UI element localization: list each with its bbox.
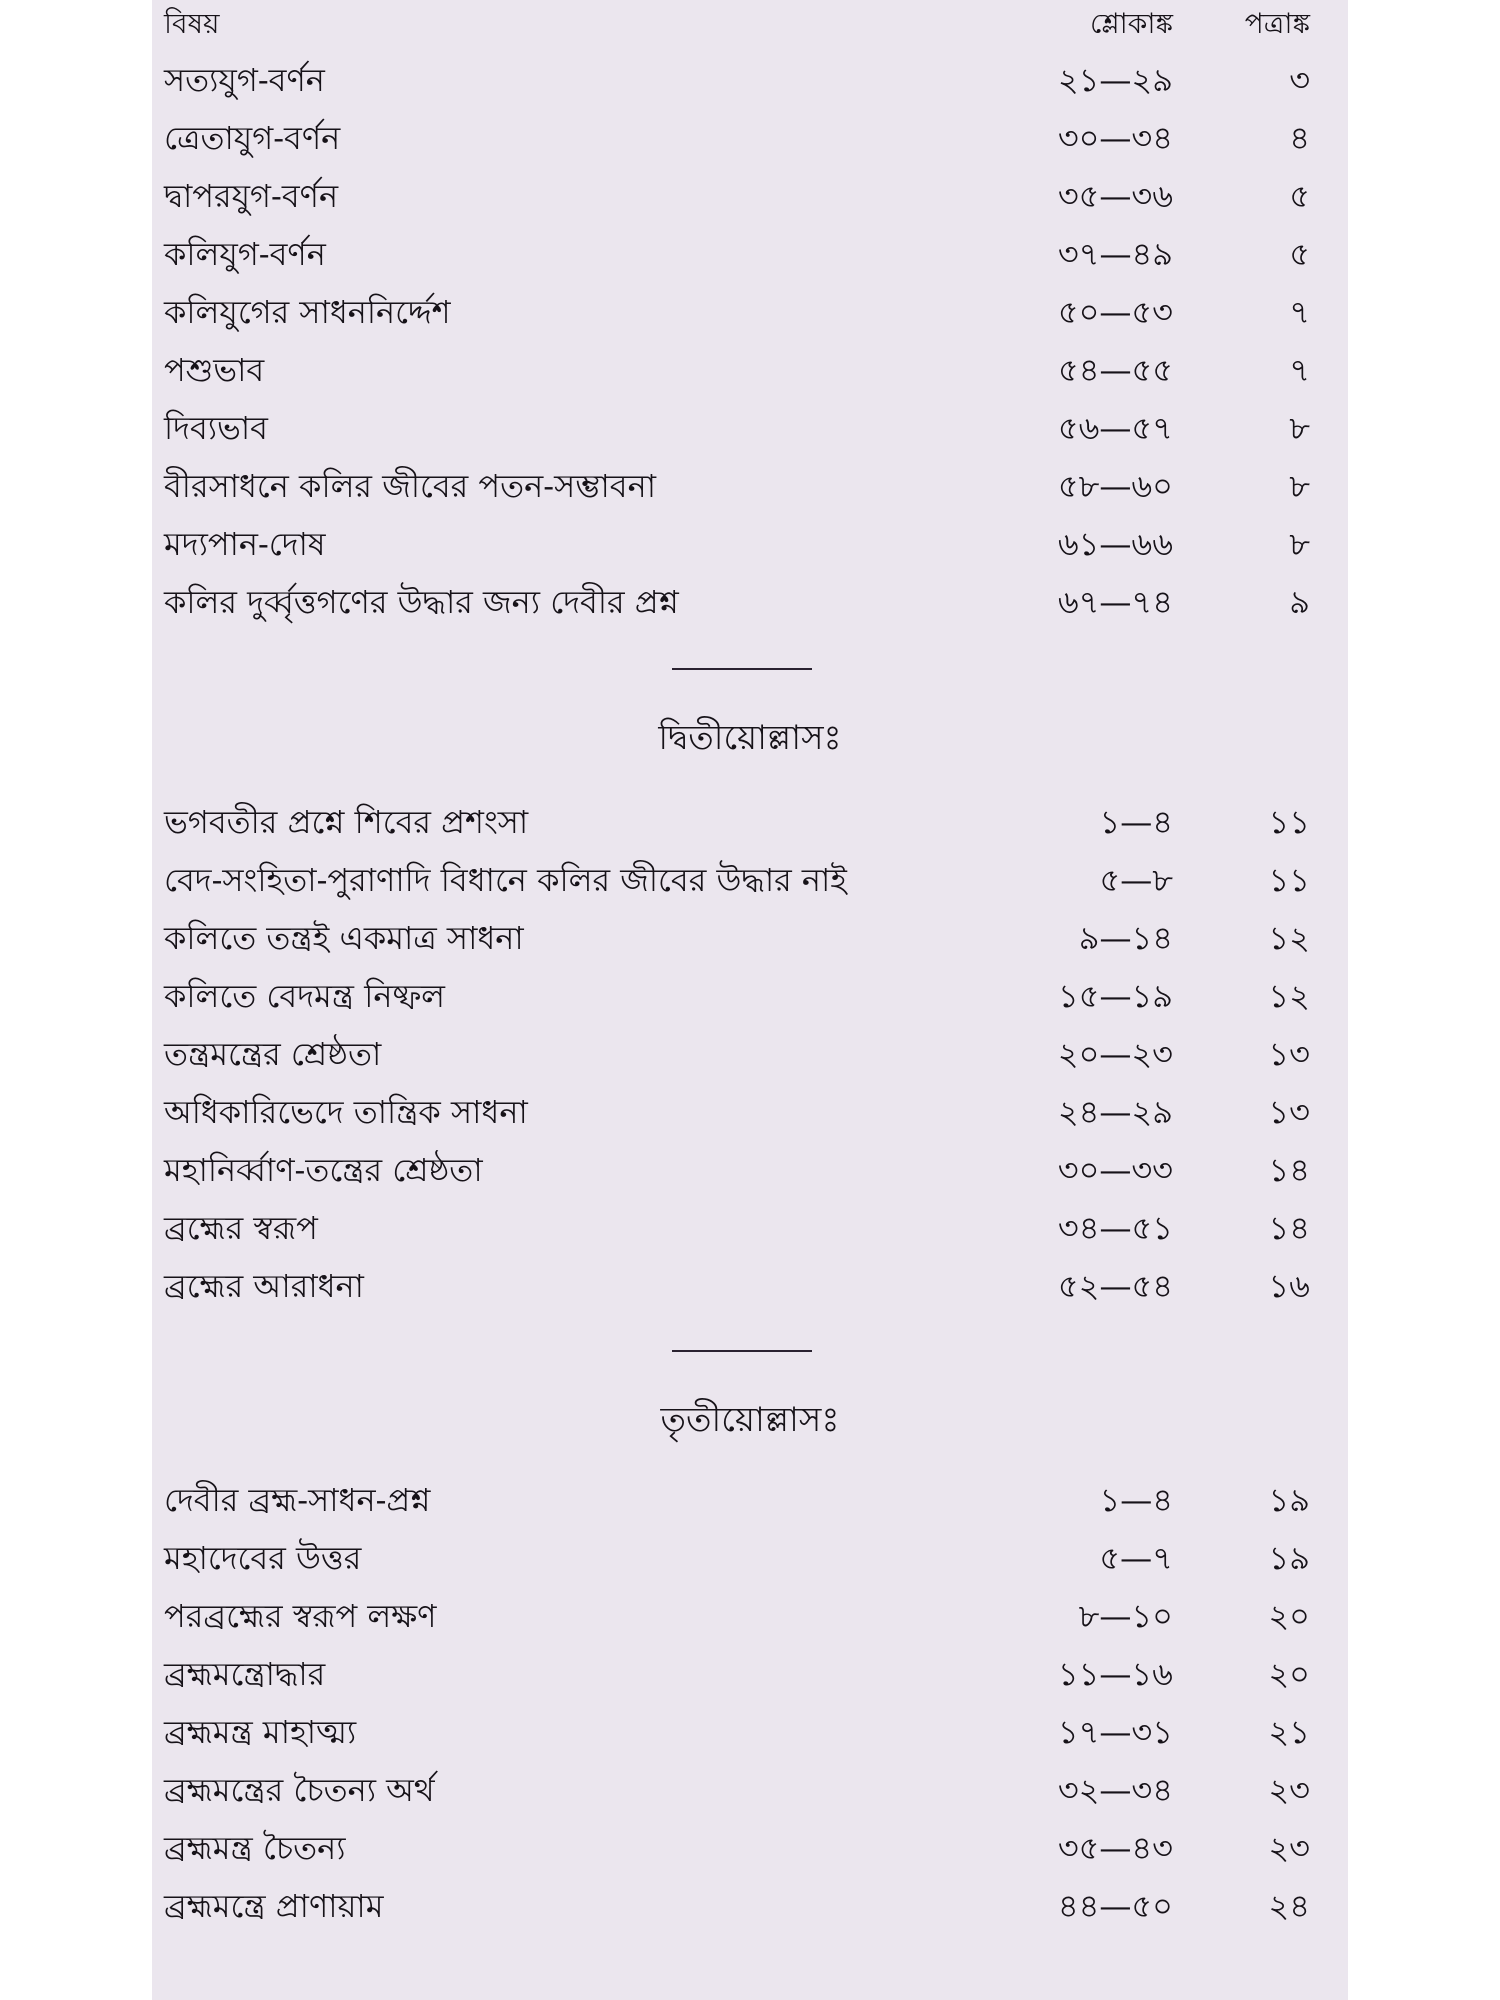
toc-entry <box>152 1646 1348 1702</box>
entry-title: ব্রহ্মের স্বরূপ <box>164 1209 318 1247</box>
entry-title: দেবীর ব্রহ্ম-সাধন-প্রশ্ন <box>164 1481 431 1519</box>
entry-title: মহানির্ব্বাণ-তন্ত্রের শ্রেষ্ঠতা <box>164 1151 483 1189</box>
entry-title: বেদ-সংহিতা-পুরাণাদি বিধানে কলির জীবের উদ্ধার নাই <box>164 861 847 899</box>
entry-verses: ১৫—১৯ <box>1057 977 1173 1015</box>
entry-page: ২৩ <box>1268 1829 1310 1867</box>
entry-title: মদ্যপান-দোষ <box>164 525 326 563</box>
entry-page: ৭ <box>1289 351 1310 389</box>
entry-page: ৮ <box>1289 467 1310 505</box>
entry-verses: ৫৪—৫৫ <box>1057 351 1173 389</box>
entry-page: ১৪ <box>1268 1209 1310 1247</box>
entry-verses: ৩০—৩৩ <box>1057 1151 1173 1189</box>
entry-verses: ৬৭—৭৪ <box>1057 583 1173 621</box>
toc-entry <box>152 1472 1348 1528</box>
entry-page: ১২ <box>1268 977 1310 1015</box>
entry-verses: ৩৪—৫১ <box>1057 1209 1173 1247</box>
entry-page: ৮ <box>1289 525 1310 563</box>
entry-page: ২০ <box>1268 1597 1310 1635</box>
entry-verses: ৫৬—৫৭ <box>1057 409 1173 447</box>
entry-page: ১৩ <box>1268 1035 1310 1073</box>
entry-page: ৮ <box>1289 409 1310 447</box>
entry-verses: ৯—১৪ <box>1078 919 1173 957</box>
entry-page: ৯ <box>1289 583 1310 621</box>
toc-entry <box>152 1142 1348 1198</box>
entry-title: দ্বাপরযুগ-বর্ণন <box>164 177 339 215</box>
entry-verses: ২০—২৩ <box>1057 1035 1173 1073</box>
entry-title: তন্ত্রমন্ত্রের শ্রেষ্ঠতা <box>164 1035 382 1073</box>
toc-entry <box>152 284 1348 340</box>
entry-verses: ২৪—২৯ <box>1057 1093 1173 1131</box>
entry-page: ১৬ <box>1268 1267 1310 1305</box>
entry-verses: ৬১—৬৬ <box>1057 525 1173 563</box>
contents-page <box>152 0 1348 2000</box>
entry-title: দিব্যভাব <box>164 409 268 447</box>
entry-title: অধিকারিভেদে তান্ত্রিক সাধনা <box>164 1093 528 1131</box>
entry-verses: ৩০—৩৪ <box>1057 119 1173 157</box>
subject-header: বিষয় <box>164 7 220 40</box>
toc-entry <box>152 1026 1348 1082</box>
toc-entry <box>152 910 1348 966</box>
section-heading: তৃতীয়োল্লাসঃ <box>660 1400 840 1440</box>
entry-page: ২৩ <box>1268 1771 1310 1809</box>
toc-entry <box>152 1588 1348 1644</box>
page-number-header: পত্রাঙ্ক <box>1244 7 1310 40</box>
entry-title: ব্রহ্মমন্ত্র চৈতন্য <box>164 1829 346 1867</box>
toc-entry <box>152 342 1348 398</box>
entry-title: ব্রহ্মের আরাধনা <box>164 1267 364 1305</box>
toc-entry <box>152 1200 1348 1256</box>
toc-entry <box>152 516 1348 572</box>
toc-entry <box>152 852 1348 908</box>
toc-entry <box>152 574 1348 630</box>
entry-verses: ১—৪ <box>1099 1481 1173 1519</box>
entry-page: ২১ <box>1268 1713 1310 1751</box>
entry-verses: ১—৪ <box>1099 803 1173 841</box>
entry-title: কলিযুগের সাধননির্দ্দেশ <box>164 293 451 331</box>
entry-verses: ৫২—৫৪ <box>1057 1267 1173 1305</box>
entry-title: পরব্রহ্মের স্বরূপ লক্ষণ <box>164 1597 437 1635</box>
entry-verses: ৫০—৫৩ <box>1057 293 1173 331</box>
toc-entry <box>152 1704 1348 1760</box>
toc-entry <box>152 794 1348 850</box>
entry-page: ১৯ <box>1268 1539 1310 1577</box>
toc-entry <box>152 1878 1348 1934</box>
entry-page: ৪ <box>1289 119 1310 157</box>
entry-title: কলিতে তন্ত্রই একমাত্র সাধনা <box>164 919 524 957</box>
entry-verses: ৫৮—৬০ <box>1057 467 1173 505</box>
toc-entry <box>152 1820 1348 1876</box>
entry-page: ২৪ <box>1268 1887 1310 1925</box>
toc-entry <box>152 1258 1348 1314</box>
entry-page: ২০ <box>1268 1655 1310 1693</box>
toc-entry <box>152 968 1348 1024</box>
toc-entry <box>152 168 1348 224</box>
entry-page: ১৩ <box>1268 1093 1310 1131</box>
entry-title: কলিযুগ-বর্ণন <box>164 235 326 273</box>
toc-entry <box>152 1762 1348 1818</box>
entry-title: কলির দুর্ব্বৃত্তগণের উদ্ধার জন্য দেবীর প্রশ্ন <box>164 583 679 621</box>
entry-page: ১১ <box>1268 861 1310 899</box>
verse-number-header: শ্লোকাঙ্ক <box>1090 7 1173 40</box>
entry-page: ১১ <box>1268 803 1310 841</box>
entry-page: ১৯ <box>1268 1481 1310 1519</box>
toc-entry <box>152 458 1348 514</box>
entry-page: ১২ <box>1268 919 1310 957</box>
toc-entry <box>152 400 1348 456</box>
entry-verses: ৩২—৩৪ <box>1057 1771 1173 1809</box>
section-heading: দ্বিতীয়োল্লাসঃ <box>658 718 842 758</box>
entry-verses: ৩৫—৪৩ <box>1057 1829 1173 1867</box>
entry-page: ৭ <box>1289 293 1310 331</box>
entry-page: ৩ <box>1289 61 1310 99</box>
entry-page: ৫ <box>1289 177 1310 215</box>
section-divider <box>672 1350 812 1352</box>
entry-title: ব্রহ্মমন্ত্রে প্রাণায়াম <box>164 1887 384 1925</box>
toc-entry <box>152 1530 1348 1586</box>
entry-title: ভগবতীর প্রশ্নে শিবের প্রশংসা <box>164 803 529 841</box>
entry-title: বীরসাধনে কলির জীবের পতন-সম্ভাবনা <box>164 467 656 505</box>
entry-verses: ৩৫—৩৬ <box>1057 177 1173 215</box>
entry-title: ব্রহ্মমন্ত্র মাহাত্ম্য <box>164 1713 357 1751</box>
entry-verses: ১৭—৩১ <box>1057 1713 1173 1751</box>
entry-title: সত্যযুগ-বর্ণন <box>164 61 325 99</box>
entry-verses: ৩৭—৪৯ <box>1057 235 1173 273</box>
entry-verses: ৫—৮ <box>1099 861 1173 899</box>
column-header-row <box>152 0 1348 52</box>
entry-verses: ৪৪—৫০ <box>1057 1887 1173 1925</box>
entry-verses: ৮—১০ <box>1078 1597 1173 1635</box>
entry-title: ব্রহ্মমন্ত্রের চৈতন্য অর্থ <box>164 1771 435 1809</box>
entry-page: ১৪ <box>1268 1151 1310 1189</box>
entry-title: মহাদেবের উত্তর <box>164 1539 362 1577</box>
entry-page: ৫ <box>1289 235 1310 273</box>
toc-entry <box>152 226 1348 282</box>
entry-title: পশুভাব <box>164 351 265 389</box>
section-divider <box>672 668 812 670</box>
entry-title: ব্রহ্মমন্ত্রোদ্ধার <box>164 1655 326 1693</box>
entry-title: ত্রেতাযুগ-বর্ণন <box>164 119 341 157</box>
toc-entry <box>152 110 1348 166</box>
toc-entry <box>152 52 1348 108</box>
entry-verses: ২১—২৯ <box>1057 61 1173 99</box>
entry-verses: ১১—১৬ <box>1057 1655 1173 1693</box>
toc-entry <box>152 1084 1348 1140</box>
entry-title: কলিতে বেদমন্ত্র নিষ্ফল <box>164 977 445 1015</box>
entry-verses: ৫—৭ <box>1099 1539 1173 1577</box>
